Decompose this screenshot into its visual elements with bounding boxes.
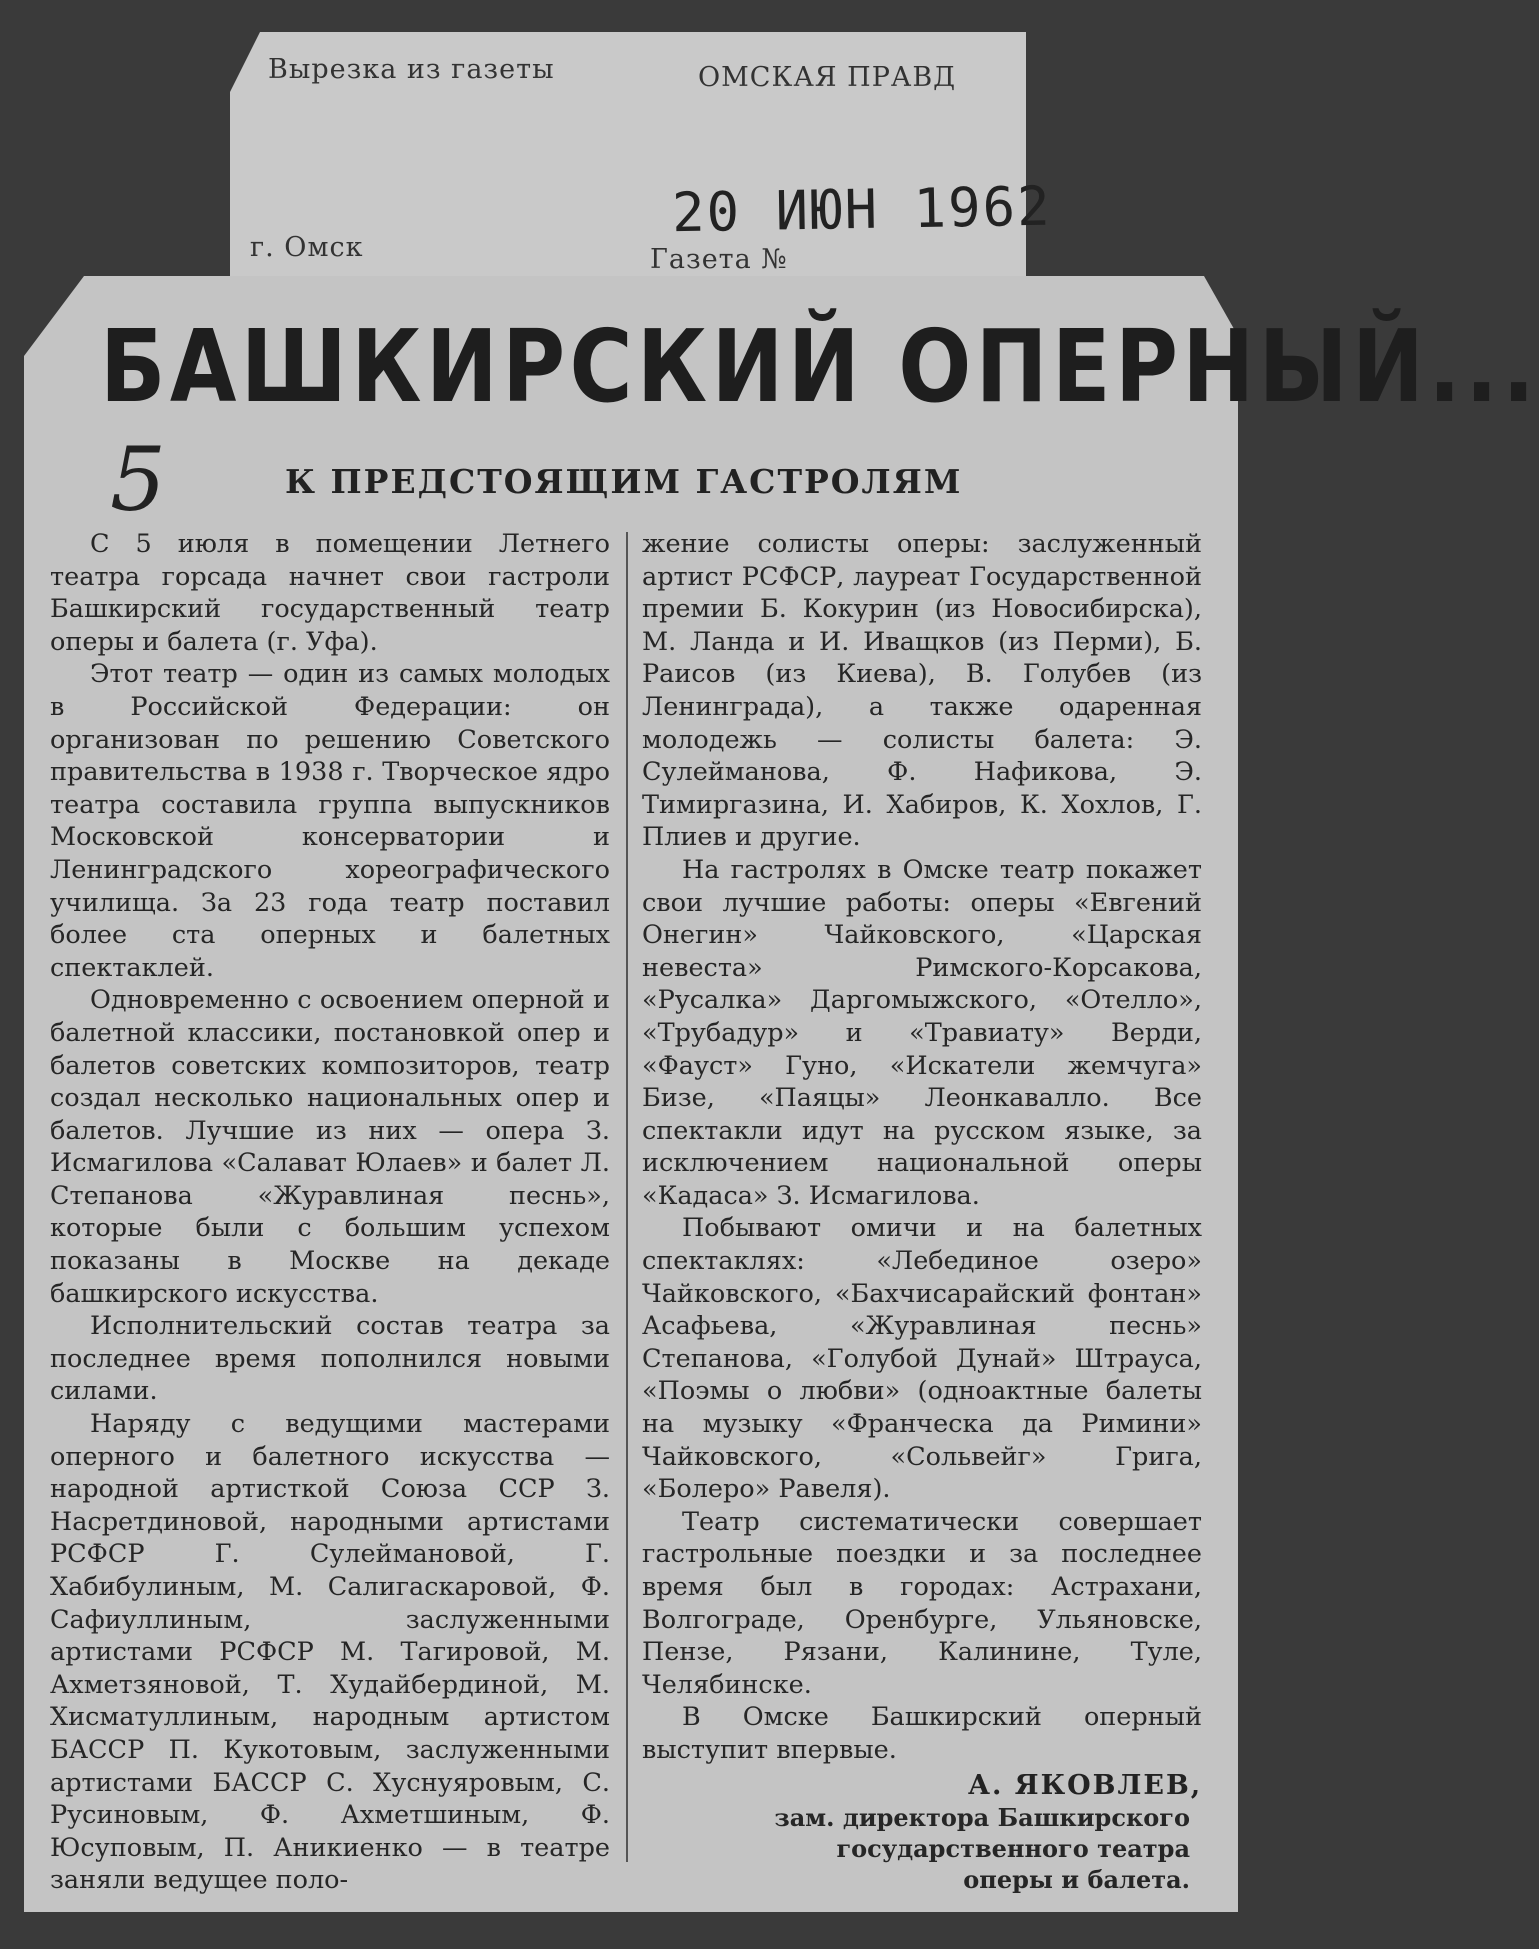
paragraph: Этот театр — один из самых молодых в Российской Федерации: он организован по решению Советского правительства в 1938 г. Творческое ядро театра составила группа выпускников Московской консерватории и Ленинградского хореографического училища. За 23 года театр поставил более ста оперных и балетных спектаклей. [50,659,610,983]
author-title-line: оперы и балета. [963,1865,1190,1894]
author-name: А. ЯКОВЛЕВ, [968,1770,1203,1801]
author-title-line: государственного театра [836,1834,1190,1863]
handwritten-mark: 5 [110,428,166,531]
city-label: г. Омск [250,232,364,263]
paragraph: Побывают омичи и на балетных спектаклях: «Лебединое озеро» Чайковского, «Бахчисарайский фонтан» Асафьева, «Журавлиная песнь» Степанова, «Голубой Дунай» Штрауса, «Поэмы о любви» (одноактные балеты на музыку «Франческа да Римини» Чайковского, «Сольвейг» Грига, «Болеро» Равеля). [642,1213,1202,1505]
date-stamp: 20 ИЮН 1962 [671,174,1053,245]
author-title-line: зам. директора Башкирского [774,1803,1190,1832]
newspaper-name: ОМСКАЯ ПРАВД [698,62,957,93]
gazeta-number-label: Газета № [650,244,788,275]
paragraph: Наряду с ведущими мастерами оперного и балетного искусства — народной артисткой Союза ССР З. Насретдиновой, народными артистами РСФСР Г. Сулеймановой, Г. Хабибулиным, М. Салигаскаровой, Ф. Сафиуллиным, заслуженными артистами РСФСР М. Тагировой, М. Ахметзяновой, Т. Худайбердиной, М. Хисматуллиным, народным артистом БАССР П. Кукотовым, заслуженными артистами БАССР С. Хуснуяровым, С. Русиновым, Ф. Ахметшиным, Ф. Юсуповым, П. Аникиенко — в театре заняли ведущее поло- [50,1409,610,1896]
article-headline: БАШКИРСКИЙ ОПЕРНЫЙ... [100,308,1539,425]
left-column [50,528,610,1897]
paragraph: С 5 июля в помещении Летнего театра горсада начнет свои гастроли Башкирский государственный театр оперы и балета (г. Уфа). [50,529,610,657]
paragraph: На гастролях в Омске театр покажет свои лучшие работы: оперы «Евгений Онегин» Чайковского, «Царская невеста» Римского-Корсакова, «Русалка» Даргомыжского, «Отелло», «Трубадур» и «Травиату» Верди, «Фауст» Гуно, «Искатели жемчуга» Бизе, «Паяцы» Леонкавалло. Все спектакли идут на русском языке, за исключением национальной оперы «Кадаса» З. Исмагилова. [642,854,1202,1211]
paragraph: Исполнительский состав театра за последнее время пополнился новыми силами. [50,1311,610,1407]
paragraph: жение солисты оперы: заслуженный артист РСФСР, лауреат Государственной премии Б. Кокурин (из Новосибирска), М. Ланда и И. Иващков (из Перми), Б. Раисов (из Киева), В. Голубев (из Ленинграда), а также одаренная молодежь — солисты балета: Э. Сулейманова, Ф. Нафикова, Э. Тимиргазина, И. Хабиров, К. Хохлов, Г. Плиев и другие. [642,529,1202,853]
paragraph: Одновременно с освоением оперной и балетной классики, постановкой опер и балетов советских композиторов, театр создал несколько национальных опер и балетов. Лучшие из них — опера З. Исмагилова «Салават Юлаев» и балет Л. Степанова «Журавлиная песнь», которые были с большим успехом показаны в Москве на декаде башкирского искусства. [50,985,610,1309]
paragraph: В Омске Башкирский оперный выступит впервые. [642,1702,1202,1765]
author-title [740,1802,1190,1895]
right-column [642,528,1202,1767]
column-divider [626,532,628,1862]
article-subheadline: К ПРЕДСТОЯЩИМ ГАСТРОЛЯМ [285,462,963,501]
paragraph: Театр систематически совершает гастрольные поездки и за последнее время был в городах: Астрахани, Волгограде, Оренбурге, Ульяновске, Пензе, Рязани, Калинине, Туле, Челябинске. [642,1506,1202,1700]
cutting-label: Вырезка из газеты [268,54,555,85]
